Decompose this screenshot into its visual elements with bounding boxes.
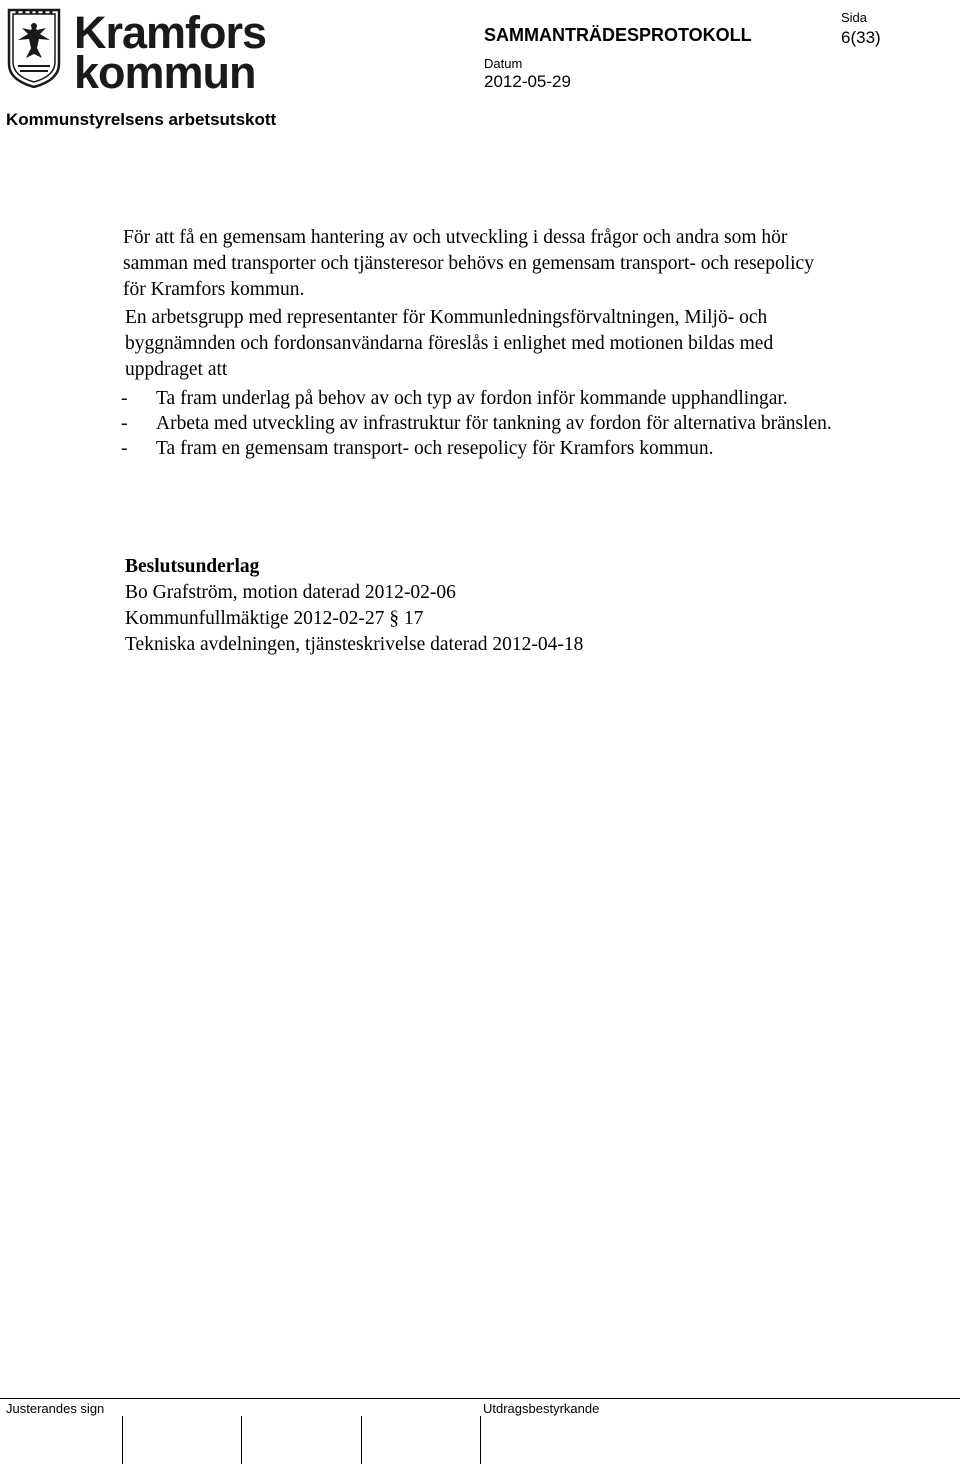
- signature-box-divider: [480, 1416, 481, 1464]
- body-paragraph: För att få en gemensam hantering av och utveckling i dessa frågor och andra som hör samman med transporter och tjänsteresor behövs en gemensam transport- och resepolicy för Kramfors kommun.: [123, 227, 814, 300]
- list-item-text: Ta fram en gemensam transport- och resepolicy för Kramfors kommun.: [156, 438, 714, 459]
- list-item: [121, 411, 841, 437]
- document-type: SAMMANTRÄDESPROTOKOLL: [484, 25, 752, 45]
- list-item-text: Arbeta med utveckling av infrastruktur för tankning av fordon för alternativa bränslen.: [156, 413, 832, 434]
- logo-wordmark-line2: kommun: [74, 47, 256, 98]
- extract-certification-label: Utdragsbestyrkande: [483, 1401, 600, 1416]
- list-item: [121, 386, 841, 412]
- bullet-marker: -: [121, 388, 128, 409]
- coat-of-arms-icon: [6, 4, 62, 88]
- signature-box-divider: [241, 1416, 242, 1464]
- page-number: 6(33): [841, 28, 881, 47]
- page-label: Sida: [841, 10, 868, 25]
- body-paragraph: En arbetsgrupp med representanter för Kommunledningsförvaltningen, Miljö- och byggnämnden och fordonsanvändarna föreslås i enlighet med motionen bildas med uppdraget att: [125, 307, 774, 380]
- list-item-text: Ta fram underlag på behov av och typ av fordon inför kommande upphandlingar.: [156, 388, 788, 409]
- list-item: [121, 436, 841, 462]
- signature-box-divider: [122, 1416, 123, 1464]
- reference-item: Kommunfullmäktige 2012-02-27 § 17: [125, 608, 424, 629]
- section-heading: Beslutsunderlag: [125, 556, 260, 577]
- signature-box-divider: [361, 1416, 362, 1464]
- footer-divider: [0, 1398, 960, 1399]
- reference-item: Bo Grafström, motion daterad 2012-02-06: [125, 582, 456, 603]
- reference-item: Tekniska avdelningen, tjänsteskrivelse daterad 2012-04-18: [125, 634, 584, 655]
- signature-footer: [0, 1398, 960, 1466]
- bullet-marker: -: [121, 413, 128, 434]
- task-list: [121, 386, 841, 461]
- bullet-marker: -: [121, 438, 128, 459]
- kramfors-kommun-logo: [6, 4, 267, 98]
- committee-name: Kommunstyrelsens arbetsutskott: [6, 110, 277, 129]
- adjuster-signature-label: Justerandes sign: [6, 1401, 105, 1416]
- logo-wordmark-line1: Kramfors: [74, 7, 267, 58]
- date-label: Datum: [484, 56, 523, 71]
- meeting-date: 2012-05-29: [484, 72, 571, 91]
- decision-basis-section: [125, 554, 835, 658]
